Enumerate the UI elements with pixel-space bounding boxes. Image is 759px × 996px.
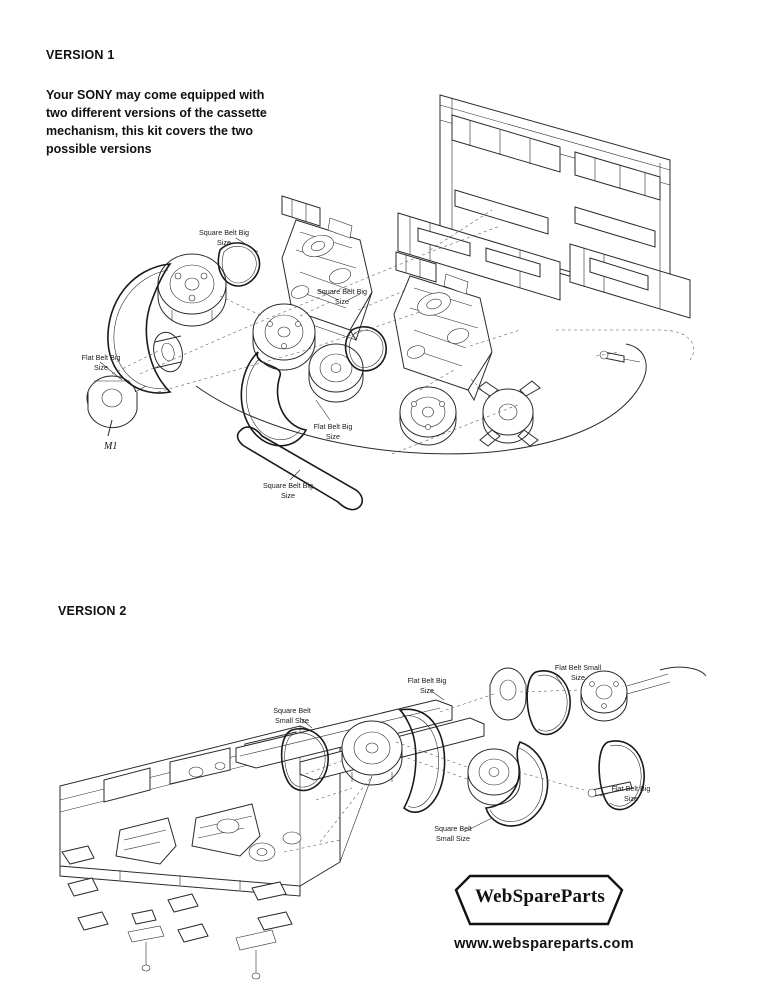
- callout-v2-square-belt-small-1: Square Belt Small Size: [273, 706, 311, 725]
- callout-square-belt-big-2: Square Belt Big Size: [317, 287, 367, 306]
- callout-flat-belt-big-1: Flat Belt Big Size: [81, 353, 121, 372]
- callout-v2-square-belt-small-2: Square Belt Small Size: [434, 824, 472, 843]
- watermark-brand: [456, 886, 624, 908]
- watermark-name: WebSpareParts: [475, 886, 605, 907]
- callout-square-belt-big-1: Square Belt Big Size: [199, 228, 249, 247]
- watermark-url: [414, 936, 674, 952]
- version-2-drawing: [60, 667, 706, 979]
- watermark-url-text: www.webspareparts.com: [454, 936, 634, 952]
- callout-v2-flat-belt-small-1: Flat Belt Small Size: [554, 663, 602, 682]
- callout-square-belt-big-3: Square Belt Big Size: [263, 481, 313, 500]
- version-1-title: VERSION 1: [46, 48, 115, 62]
- version-2-title: VERSION 2: [58, 604, 127, 618]
- callout-v2-flat-belt-big-2: Flat Belt Big Size: [611, 784, 651, 803]
- callout-flat-belt-big-2: Flat Belt Big Size: [313, 422, 353, 441]
- callout-v2-flat-belt-big-1: Flat Belt Big Size: [407, 676, 447, 695]
- intro-note: Your SONY may come equipped with two different versions of the cassette mechanism, this kit covers the two possible versions: [46, 88, 267, 157]
- callout-motor-m1: M1: [104, 441, 118, 452]
